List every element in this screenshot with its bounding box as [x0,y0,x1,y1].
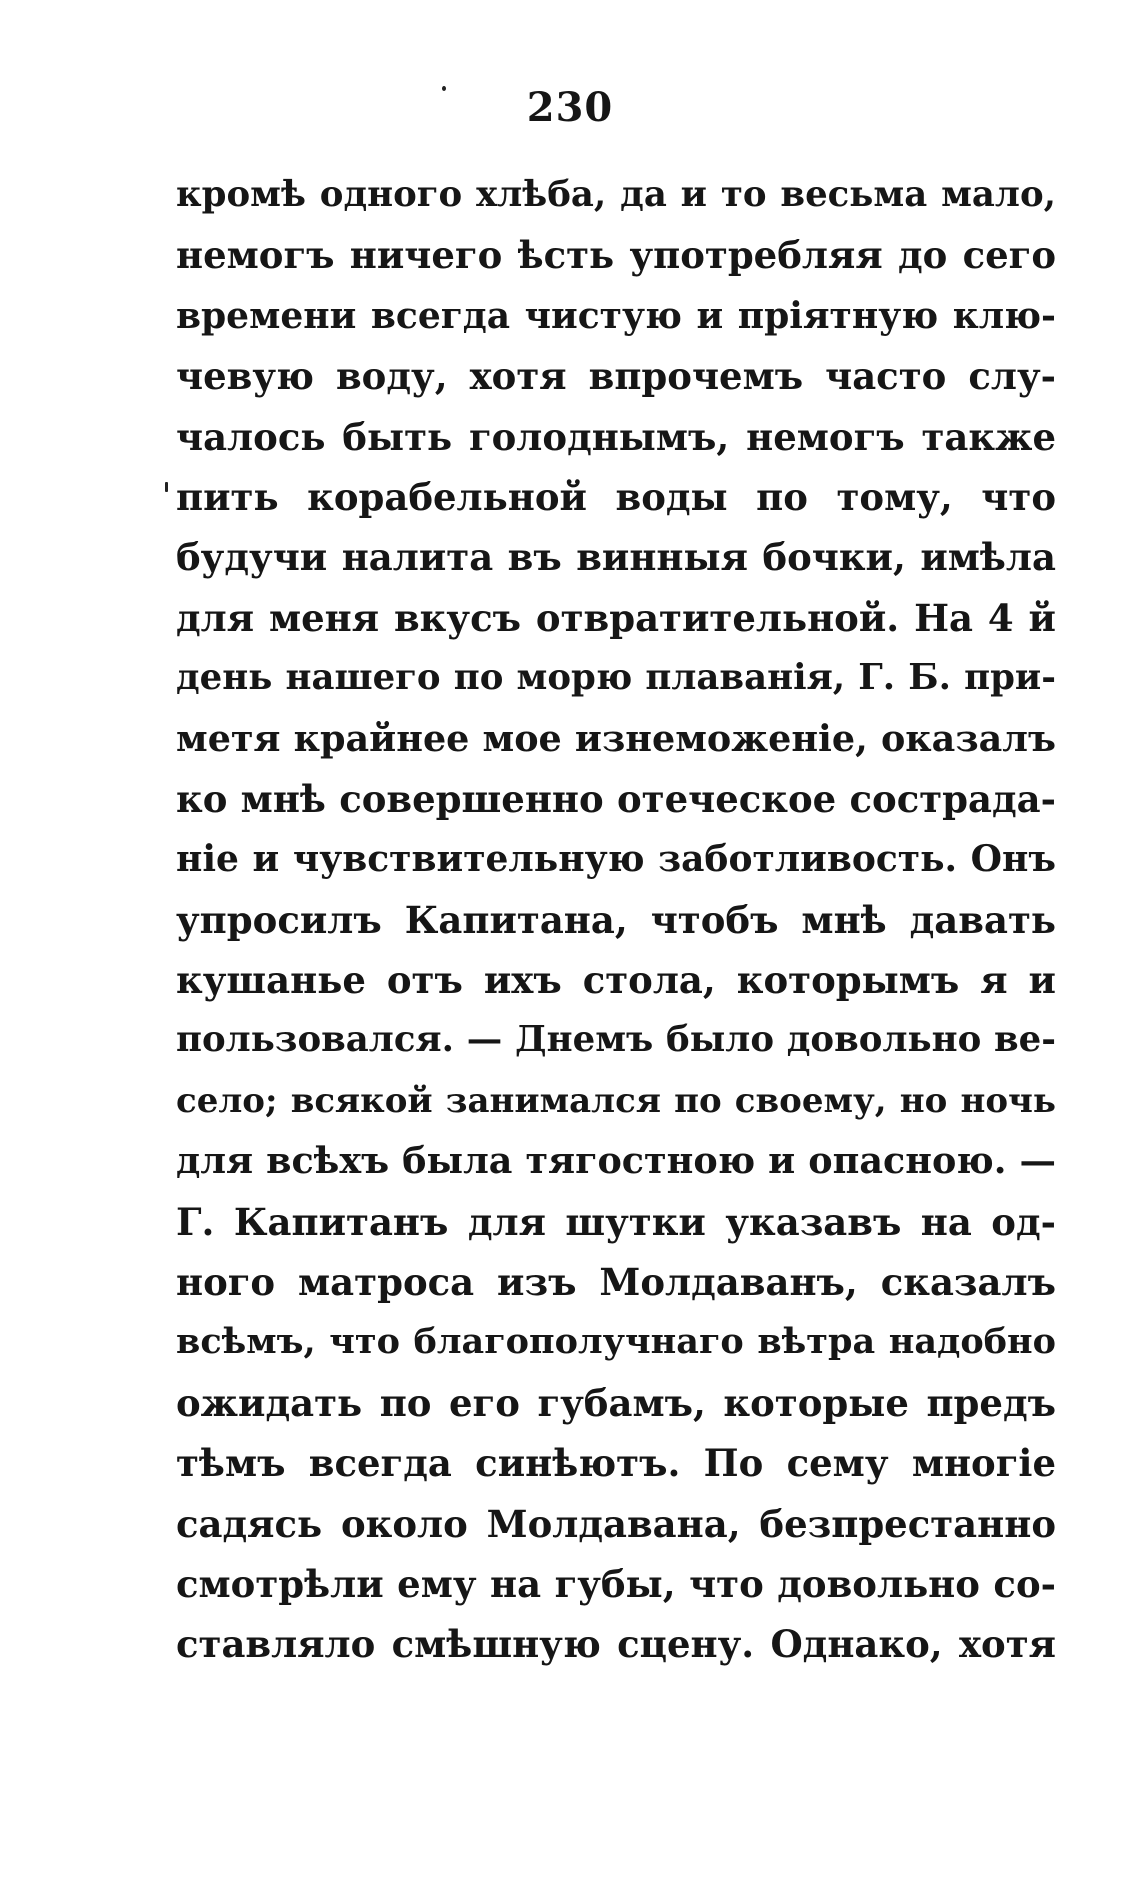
text-line: времени всегда чистую и пріятную клю- [176,294,1056,337]
text-line: будучи налита въ винныя бочки, имѣла [176,535,1056,580]
text-line: тѣмъ всегда синѣютъ. По сему многіе [176,1441,1056,1486]
text-line: упросилъ Капитана, чтобъ мнѣ давать [176,897,1056,942]
body-text [176,165,1056,1675]
print-speck [165,482,168,492]
text-line: кромѣ одного хлѣба, да и то весьма мало, [176,174,1056,215]
text-line: смотрѣли ему на губы, что довольно со- [176,1561,1056,1606]
text-line: для меня вкусъ отвратительной. На 4 й [176,595,1056,640]
text-line: для всѣхъ была тягостною и опасною. — [176,1139,1056,1183]
text-line: кушанье отъ ихъ стола, которымъ я и [176,958,1056,1003]
text-line: садясь около Молдавана, безпрестанно [176,1501,1056,1546]
text-line: ко мнѣ совершенно отеческое сострада- [176,776,1056,821]
text-line: пить корабельной воды по тому, что [176,474,1056,519]
text-line: ставляло смѣшную сцену. Однако, хотя [176,1622,1056,1667]
text-line: день нашего по морю плаванія, Г. Б. при- [176,657,1056,699]
text-line: всѣмъ, что благополучнаго вѣтра надобно [176,1321,1056,1363]
text-line: село; всякой занимался по своему, но ночь [176,1080,1056,1121]
text-line: чалось быть голоднымъ, немогъ также [176,414,1056,459]
text-line: Г. Капитанъ для шутки указавъ на од- [176,1199,1056,1244]
page-number: 230 [526,84,614,131]
text-line: метя крайнее мое изнеможеніе, оказалъ [176,716,1056,760]
text-line: немогъ ничего ѣсть употребляя до сего [176,233,1056,278]
text-line: чевую воду, хотя впрочемъ часто слу- [176,354,1056,399]
text-line: ного матроса изъ Молдаванъ, сказалъ [176,1260,1056,1305]
text-line: ожидать по его губамъ, которые предъ [176,1380,1056,1425]
text-line: пользовался. — Днемъ было довольно ве- [176,1019,1056,1061]
text-line: ніе и чувствительную заботливость. Онъ [176,838,1056,881]
